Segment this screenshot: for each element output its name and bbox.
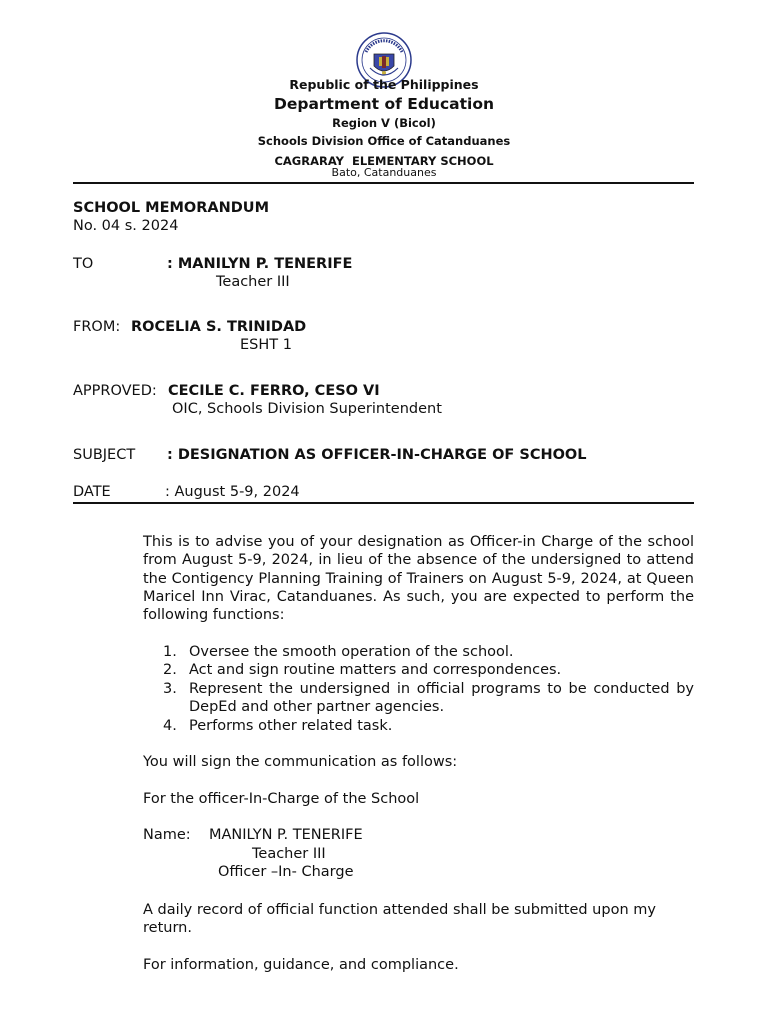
to-label: TO bbox=[73, 256, 94, 272]
subject-value: : DESIGNATION AS OFFICER-IN-CHARGE OF SCHOOL bbox=[167, 447, 587, 463]
function-text: Performs other related task. bbox=[189, 718, 393, 734]
function-number: 4. bbox=[163, 718, 177, 734]
header-location: Bato, Catanduanes bbox=[331, 166, 437, 179]
daily-record-paragraph: A daily record of official function attended shall be submitted upon my return. bbox=[143, 902, 656, 937]
function-text: Oversee the smooth operation of the school. bbox=[189, 644, 514, 660]
memo-number: No. 04 s. 2024 bbox=[73, 218, 179, 234]
to-name: : MANILYN P. TENERIFE bbox=[167, 256, 353, 272]
sign-intro: You will sign the communication as follows: bbox=[143, 754, 458, 770]
header-divider bbox=[73, 182, 694, 184]
memo-header-divider bbox=[73, 502, 694, 504]
to-position: Teacher III bbox=[216, 274, 290, 290]
approved-position: OIC, Schools Division Superintendent bbox=[172, 401, 442, 417]
header-republic: Republic of the Philippines bbox=[289, 77, 479, 92]
for-line: For the officer-In-Charge of the School bbox=[143, 791, 420, 807]
approved-name: CECILE C. FERRO, CESO VI bbox=[168, 383, 380, 399]
name-label: Name: bbox=[143, 827, 191, 843]
function-number: 1. bbox=[163, 644, 177, 660]
function-number: 3. bbox=[163, 681, 177, 697]
header-department: Department of Education bbox=[273, 95, 495, 113]
from-name: ROCELIA S. TRINIDAD bbox=[131, 319, 307, 335]
header-division: Schools Division Office of Catanduanes bbox=[257, 134, 511, 148]
memo-title: SCHOOL MEMORANDUM bbox=[73, 200, 270, 216]
signatory-role: Officer –In- Charge bbox=[218, 864, 354, 880]
function-number: 2. bbox=[163, 662, 177, 678]
from-label: FROM: bbox=[73, 319, 121, 335]
approved-label: APPROVED: bbox=[73, 383, 157, 399]
subject-label: SUBJECT bbox=[73, 447, 136, 463]
date-label: DATE bbox=[73, 484, 111, 500]
date-value: : August 5-9, 2024 bbox=[165, 484, 300, 500]
name-value: MANILYN P. TENERIFE bbox=[209, 827, 363, 843]
header-region: Region V (Bicol) bbox=[332, 116, 436, 130]
signatory-position: Teacher III bbox=[252, 846, 326, 862]
function-text: Represent the undersigned in official programs to be conducted by DepEd and other partner agencies. bbox=[189, 681, 694, 716]
function-text: Act and sign routine matters and correspondences. bbox=[189, 662, 562, 678]
closing-line: For information, guidance, and compliance. bbox=[143, 957, 459, 973]
intro-paragraph: This is to advise you of your designation as Officer-in Charge of the school from August 5-9, 2024, in lieu of the absence of the undersigned to attend the Contigency Planning Training of Trainers on August 5-9, 2024, at Queen Maricel Inn Virac, Catanduanes. As such, you are expected to perform the following functions: bbox=[143, 534, 694, 624]
header-school: CAGRARAY ELEMENTARY SCHOOL bbox=[274, 154, 494, 168]
from-position: ESHT 1 bbox=[240, 337, 292, 353]
